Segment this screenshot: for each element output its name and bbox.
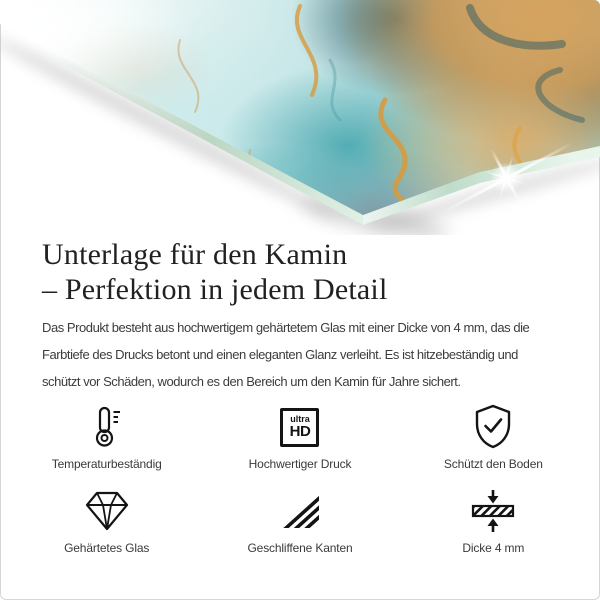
feature-label: Gehärtetes Glas (64, 541, 150, 555)
description-line: Farbtiefe des Drucks betont und einen eleganten Glanz verleiht. Es ist hitzebeständig und (42, 347, 518, 362)
feature-high-quality-print (203, 405, 396, 471)
feature-label: Schützt den Boden (443, 457, 543, 471)
thickness-arrows-icon (470, 489, 516, 533)
product-description (42, 314, 558, 395)
features-grid (10, 405, 590, 555)
ultra-hd-text-large: HD (289, 423, 311, 440)
polished-edge-icon (278, 489, 322, 533)
feature-label: Geschliffene Kanten (247, 541, 353, 555)
product-info-section (0, 235, 600, 555)
diamond-icon (84, 489, 130, 533)
ultra-hd-icon (280, 405, 319, 449)
feature-temperature-resistant (10, 405, 203, 471)
feature-label: Temperaturbeständig (51, 457, 162, 471)
description-line: Das Produkt besteht aus hochwertigem gehärtetem Glas mit einer Dicke von 4 mm, das die (42, 320, 530, 335)
feature-label: Dicke 4 mm (462, 541, 525, 555)
shield-check-icon (471, 405, 515, 449)
title-line-1: Unterlage für den Kamin (42, 238, 348, 271)
feature-thickness-4mm (397, 489, 590, 555)
feature-polished-edges (203, 489, 396, 555)
feature-tempered-glass (10, 489, 203, 555)
product-photo (0, 0, 600, 235)
feature-label: Hochwertiger Druck (248, 457, 352, 471)
title-line-2: – Perfektion in jedem Detail (42, 273, 388, 306)
thermometer-icon (92, 405, 122, 449)
page-title (42, 237, 558, 307)
ultra-hd-text-small: ultra (290, 414, 310, 424)
description-line: schützt vor Schäden, wodurch es den Bereich um den Kamin für Jahre sichert. (42, 374, 461, 389)
feature-protects-floor (397, 405, 590, 471)
